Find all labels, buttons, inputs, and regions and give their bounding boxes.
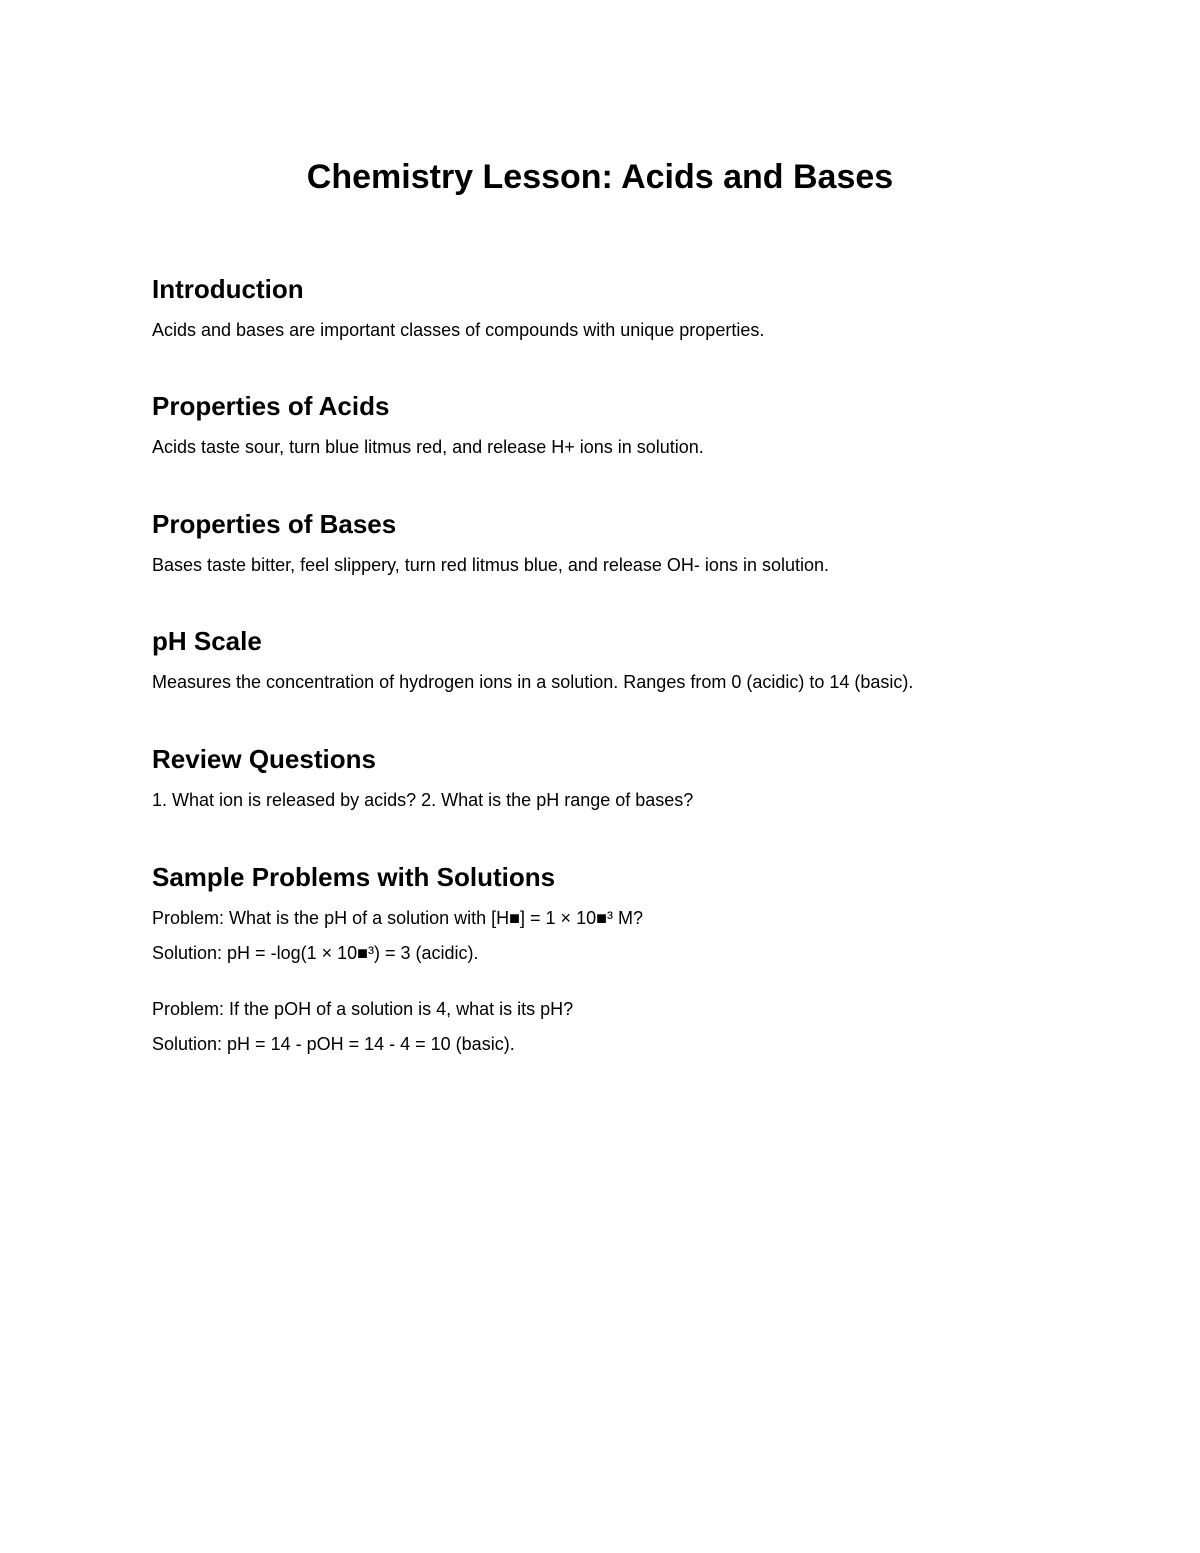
section-introduction: [152, 273, 1112, 341]
section-review-questions: [152, 743, 1112, 811]
solution-text: Solution: pH = 14 - pOH = 14 - 4 = 10 (basic).: [152, 1034, 515, 1054]
section-properties-of-acids: [152, 390, 1112, 458]
section-heading-samples: Sample Problems with Solutions: [152, 862, 556, 892]
section-body-ph-scale: Measures the concentration of hydrogen ions in a solution. Ranges from 0 (acidic) to 14 (basic).: [152, 672, 914, 692]
section-ph-scale: [152, 625, 1112, 693]
section-body-bases: Bases taste bitter, feel slippery, turn red litmus blue, and release OH- ions in solution.: [152, 555, 830, 575]
section-properties-of-bases: [152, 508, 1112, 576]
page-title: Chemistry Lesson: Acids and Bases: [306, 158, 894, 196]
section-body-introduction: Acids and bases are important classes of compounds with unique properties.: [152, 320, 765, 340]
section-heading-introduction: Introduction: [152, 274, 304, 304]
section-body-acids: Acids taste sour, turn blue litmus red, and release H+ ions in solution.: [152, 437, 704, 457]
section-heading-bases: Properties of Bases: [152, 509, 397, 539]
section-heading-acids: Properties of Acids: [152, 391, 390, 421]
sample-problem-2: [152, 998, 1112, 1055]
solution-text: Solution: pH = -log(1 × 10■³) = 3 (acidic).: [152, 943, 479, 963]
problem-text: Problem: What is the pH of a solution with [H■] = 1 × 10■³ M?: [152, 908, 643, 928]
problem-text: Problem: If the pOH of a solution is 4, what is its pH?: [152, 999, 574, 1019]
sample-problem-1: [152, 907, 1112, 964]
section-heading-review: Review Questions: [152, 744, 376, 774]
section-body-review: 1. What ion is released by acids? 2. What is the pH range of bases?: [152, 790, 694, 810]
section-sample-problems: [152, 861, 1112, 1055]
section-heading-ph-scale: pH Scale: [152, 626, 262, 656]
